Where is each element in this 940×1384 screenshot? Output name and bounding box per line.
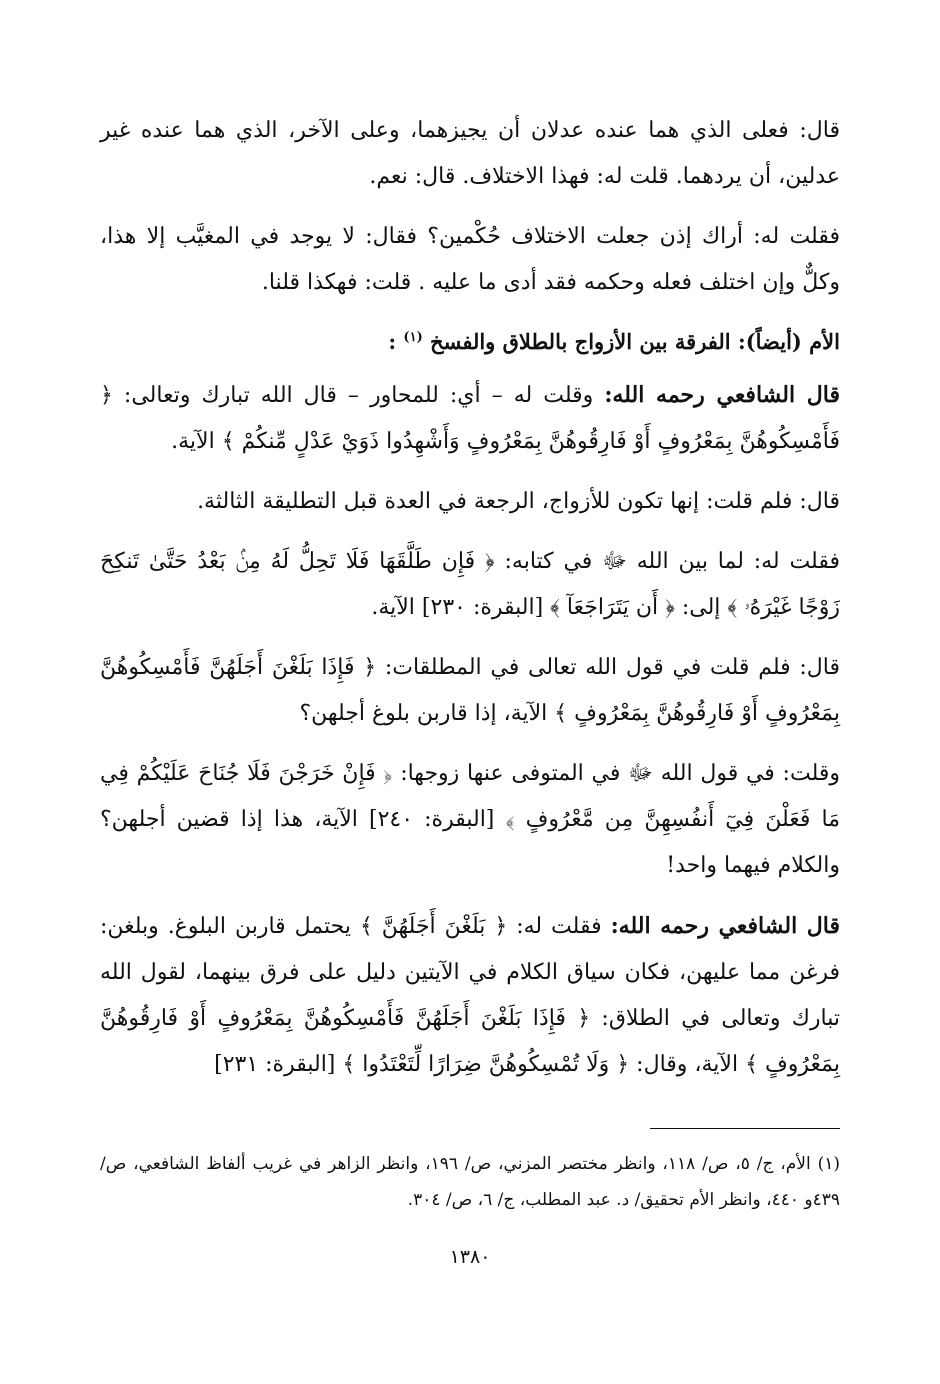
paragraph-text: وقلت له – أي: للمحاور – قال الله تبارك وتعالى: ﴿ فَأَمْسِكُوهُنَّ بِمَعْرُوفٍ أَوْ فَارِقُوهُنَّ بِمَعْرُوفٍ وَأَشْهِدُوا ذَوَيْ عَدْلٍ مِّنكُمْ ﴾ الآية. [100,383,840,454]
paragraph [100,108,840,200]
paragraph-text: فقلت له: أراك إذن جعلت الاختلاف حُكْمين؟ فقال: لا يوجد في المغيَّب إلا هذا، وكلٌّ وإن اختلف فعله وحكمه فقد أدى ما عليه . قلت: فهكذا قلنا. [100,224,840,295]
paragraph [100,539,840,631]
speaker-lead: قال الشافعي رحمه الله: [604,382,841,408]
paragraph-text: فقلت له: ﴿ بَلَغْنَ أَجَلَهُنَّ ﴾ يحتمل قاربن البلوغ. وبلغن: فرغن مما عليهن، فكان سياق الكلام في الآيتين دليل على فرق بينهما، لقول الله تبارك وتعالى في الطلاق: ﴿ فَإِذَا بَلَغْنَ أَجَلَهُنَّ فَأَمْسِكُوهُنَّ بِمَعْرُوفٍ أَوْ فَارِقُوهُنَّ بِمَعْرُوفٍ ﴾ الآية، وقال: ﴿ وَلَا تُمْسِكُوهُنَّ ضِرَارًا لِّتَعْتَدُوا ﴾ [البقرة: ٢٣١] [100,914,840,1077]
paragraph-text: قال: فلم قلت: إنها تكون للأزواج، الرجعة في العدة قبل التطليقة الثالثة. [197,489,840,514]
paragraph [100,372,840,465]
paragraph [100,903,840,1088]
section-heading [100,320,840,364]
paragraph [100,479,840,525]
speaker-lead: قال الشافعي رحمه الله: [610,913,841,939]
footnote-text: الأم، ج/ ٥، ص/ ١١٨، وانظر مختصر المزني، ص/ ١٩٦، وانظر الزاهر في غريب ألفاظ الشافعي، ص/ ٤٣٩و ٤٤٠، وانظر الأم تحقيق/ د. عبد المطلب، ج/ ٦، ص/ ٣٠٤. [100,1154,840,1210]
heading-text: الأم (أيضاً): الفرقة بين الأزواج بالطلاق والفسخ [430,329,840,354]
page-number: ١٣٨٠ [449,1246,491,1268]
paragraph-text: فقلت له: لما بين الله ﷻ في كتابه: ﴿ فَإِن طَلَّقَهَا فَلَا تَحِلُّ لَهُ مِنۢ بَعْدُ حَتَّىٰ تَنكِحَ زَوْجًا غَيْرَهُۥ ﴾ إلى: ﴿ أَن يَتَرَاجَعَآ ﴾ [البقرة: ٢٣٠] الآية. [100,549,840,620]
footnote-divider [650,1128,840,1129]
paragraph-text: وقلت: في قول الله ﷻ في المتوفى عنها زوجها: ﴿ فَإِنْ خَرَجْنَ فَلَا جُنَاحَ عَلَيْكُمْ فِي مَا فَعَلْنَ فِيٓ أَنفُسِهِنَّ مِن مَّعْرُوفٍ ﴾ [البقرة: ٢٤٠] الآية، هذا إذا قضين أجلهن؟ والكلام فيهما واحد! [100,761,841,878]
book-page [100,108,840,1384]
heading-colon: : [388,329,397,354]
footnote-marker: (١) [817,1154,841,1174]
paragraph [100,214,840,306]
paragraph [100,645,840,737]
paragraph-text: قال: فلم قلت في قول الله تعالى في المطلقات: ﴿ فَإِذَا بَلَغْنَ أَجَلَهُنَّ فَأَمْسِكُوهُنَّ بِمَعْرُوفٍ أَوْ فَارِقُوهُنَّ بِمَعْرُوفٍ ﴾ الآية، إذا قاربن بلوغ أجلهن؟ [100,655,840,726]
paragraph-text: قال: فعلى الذي هما عنده عدلان أن يجيزهما، وعلى الآخر، الذي هما عنده غير عدلين، أن يردهما. قلت له: فهذا الاختلاف. قال: نعم. [100,118,840,189]
footnote-reference: (١) [403,330,423,345]
paragraph [100,751,840,889]
footnote [100,1146,840,1218]
